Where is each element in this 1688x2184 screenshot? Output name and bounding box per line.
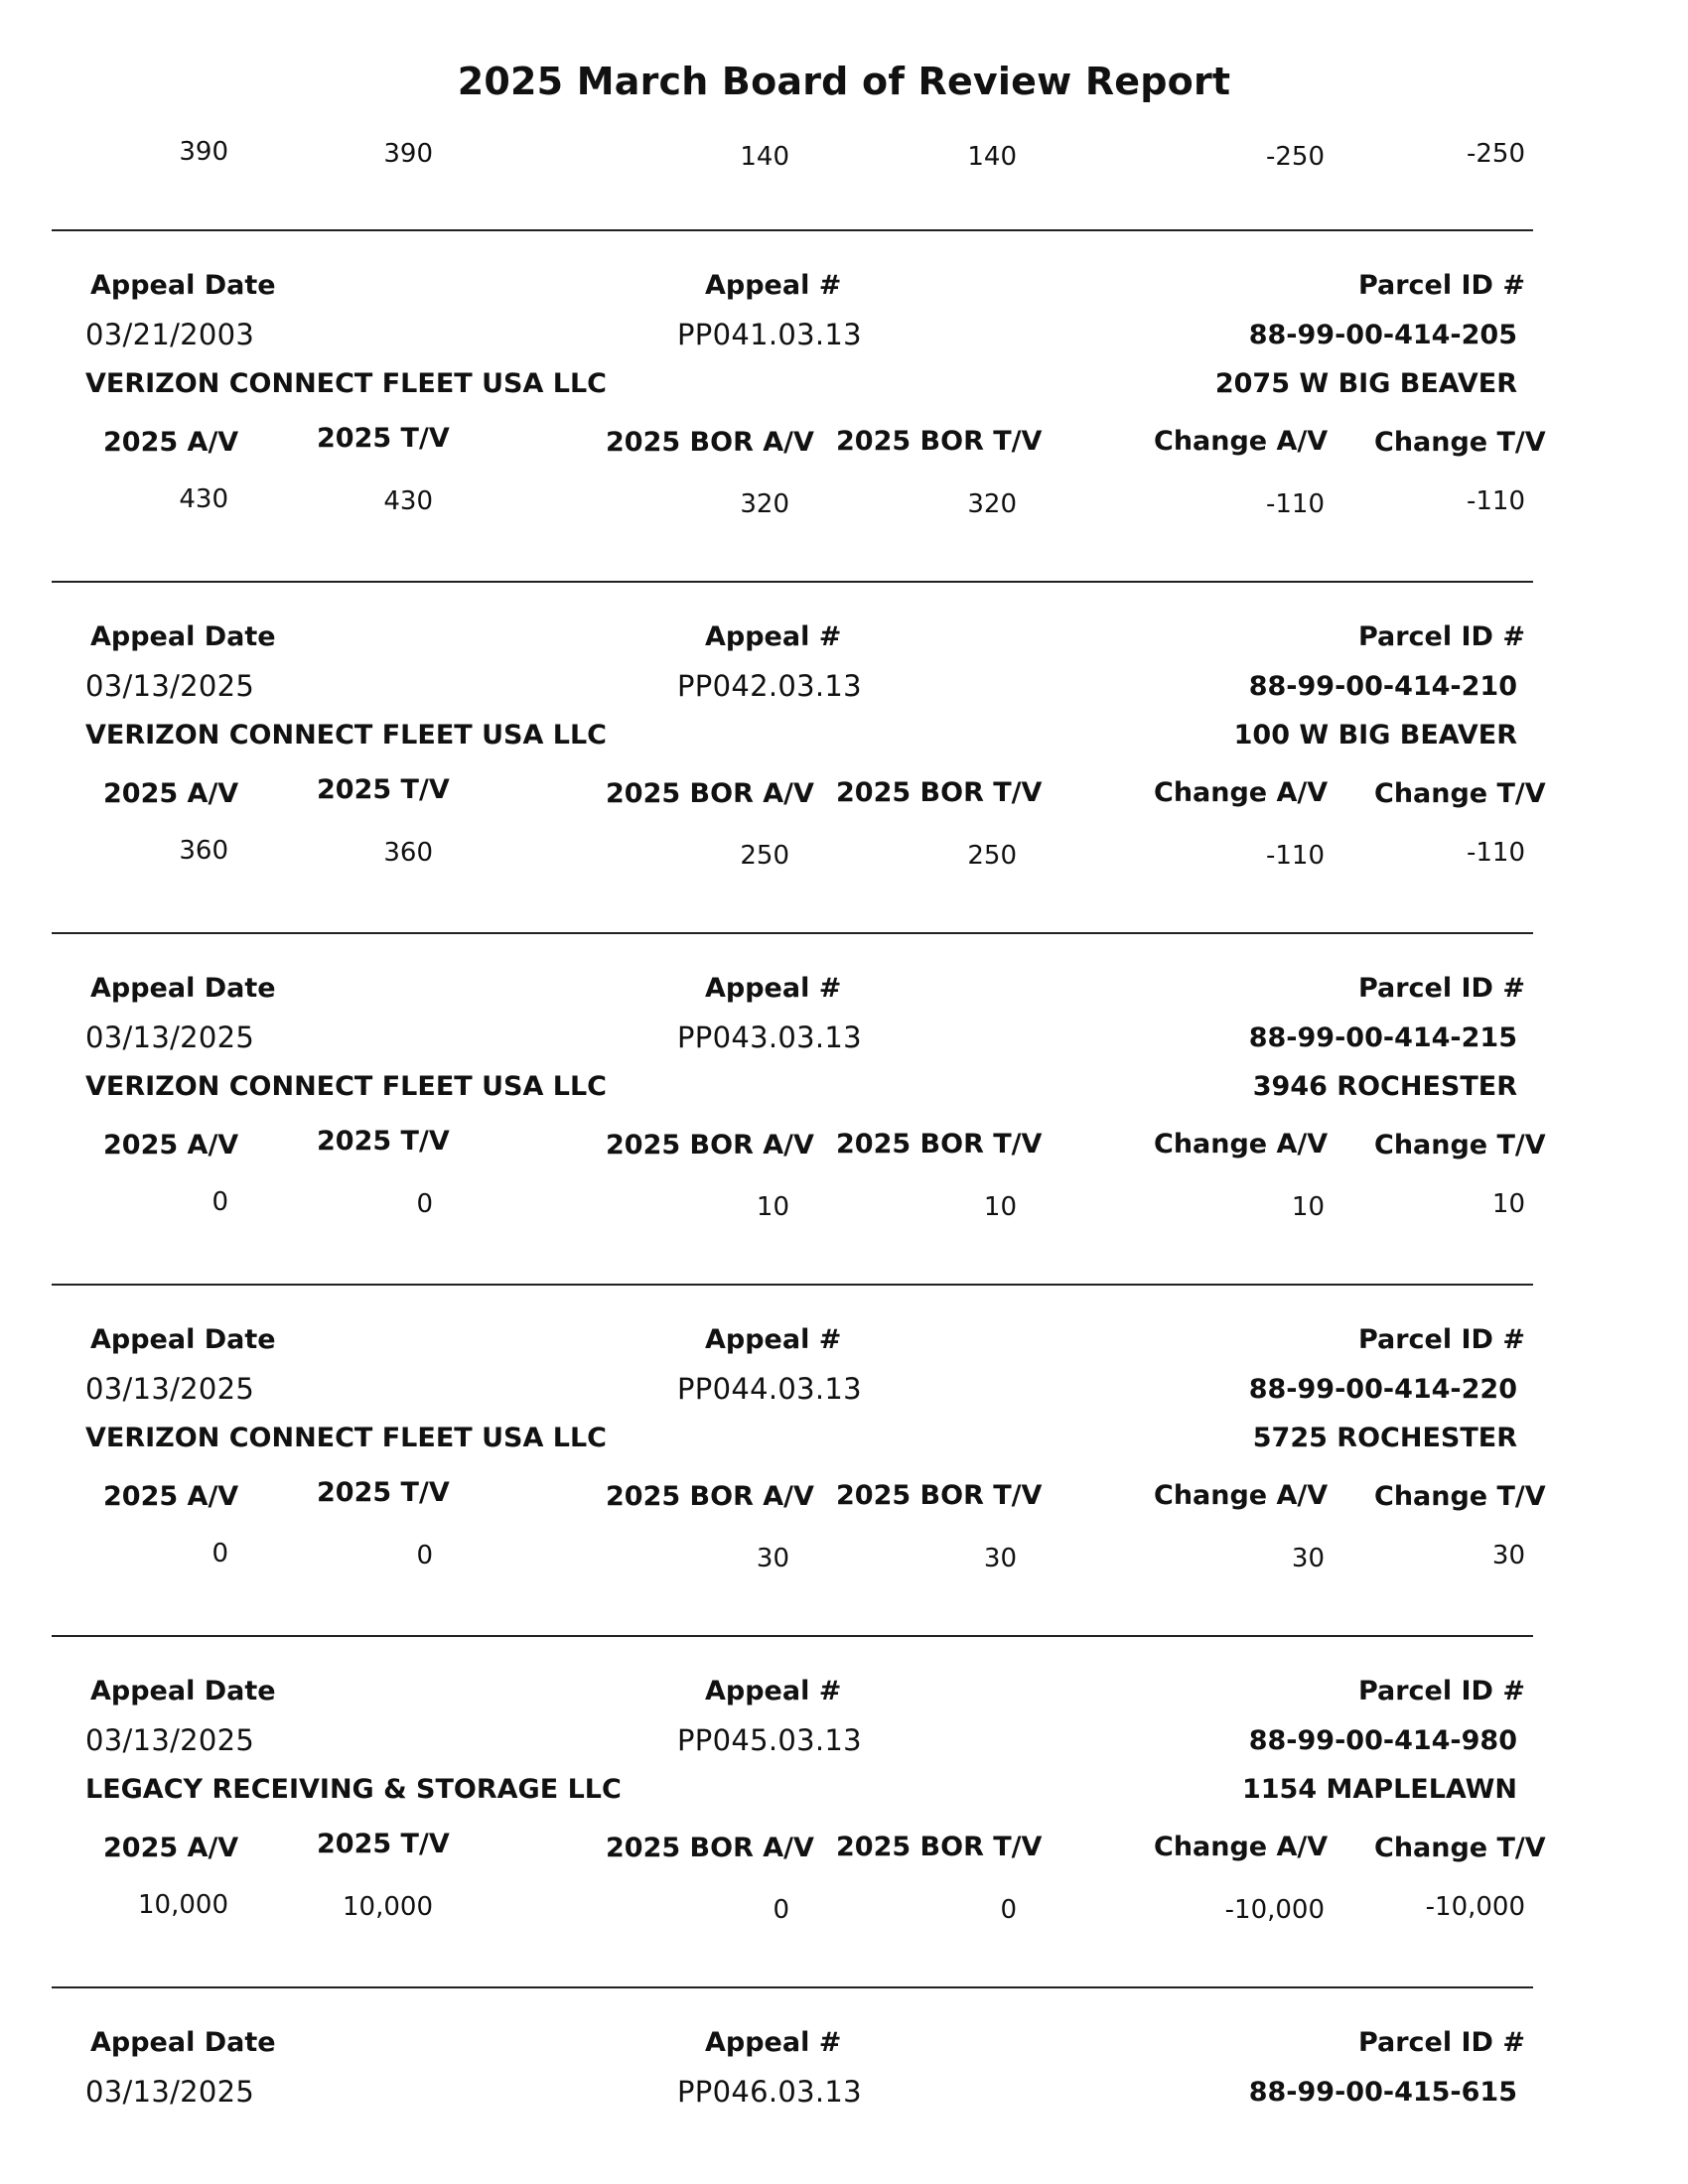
parcel-id-label: Parcel ID # [1357, 1324, 1525, 1355]
parcel-id-label: Parcel ID # [1357, 270, 1525, 301]
carryover-change-av: -250 [1265, 142, 1325, 172]
parcel-id: 88-99-00-414-215 [1248, 1023, 1517, 1053]
bor-av-value: 250 [740, 841, 789, 871]
bor-tv-label: 2025 BOR T/V [836, 426, 1043, 457]
change-av-value: 10 [1291, 1192, 1325, 1222]
appeal-number: PP044.03.13 [677, 1372, 862, 1406]
appeal-number-label: Appeal # [705, 1676, 842, 1706]
bor-tv-value: 250 [967, 841, 1017, 871]
carryover-change-tv: -250 [1466, 139, 1525, 169]
tv-value: 10,000 [343, 1892, 433, 1922]
bor-tv-label: 2025 BOR T/V [836, 1129, 1043, 1160]
bor-tv-label: 2025 BOR T/V [836, 777, 1043, 808]
appeal-date-label: Appeal Date [90, 270, 276, 301]
change-av-value: -110 [1265, 489, 1325, 519]
bor-av-label: 2025 BOR A/V [606, 1130, 814, 1160]
change-av-label: Change A/V [1154, 1480, 1329, 1511]
property-address: 1154 MAPLELAWN [1241, 1774, 1517, 1805]
tv-value: 0 [416, 1189, 433, 1219]
appeal-number-label: Appeal # [705, 1324, 842, 1355]
change-av-label: Change A/V [1154, 426, 1329, 457]
tv-label: 2025 T/V [317, 1477, 450, 1508]
section-divider [52, 932, 1533, 934]
tv-label: 2025 T/V [317, 774, 450, 805]
change-tv-label: Change T/V [1374, 778, 1546, 809]
change-tv-value: -110 [1466, 838, 1525, 868]
change-av-value: -10,000 [1224, 1895, 1325, 1925]
bor-tv-label: 2025 BOR T/V [836, 1480, 1043, 1511]
bor-av-label: 2025 BOR A/V [606, 1481, 814, 1512]
property-address: 3946 ROCHESTER [1252, 1071, 1517, 1102]
appeal-date-label: Appeal Date [90, 2027, 276, 2058]
appeal-date: 03/13/2025 [85, 1021, 255, 1054]
change-tv-value: -110 [1466, 486, 1525, 516]
section-divider [52, 1635, 1533, 1637]
owner-name: VERIZON CONNECT FLEET USA LLC [85, 368, 607, 399]
bor-av-value: 320 [740, 489, 789, 519]
parcel-id: 88-99-00-415-615 [1248, 2077, 1517, 2108]
section-divider [52, 1284, 1533, 1286]
property-address: 2075 W BIG BEAVER [1214, 368, 1517, 399]
change-tv-label: Change T/V [1374, 427, 1546, 458]
appeal-date: 03/21/2003 [85, 318, 255, 351]
av-value: 10,000 [138, 1890, 228, 1920]
change-av-label: Change A/V [1154, 777, 1329, 808]
av-label: 2025 A/V [103, 1481, 239, 1512]
av-label: 2025 A/V [103, 1833, 239, 1863]
section-divider [52, 1986, 1533, 1988]
appeal-number: PP045.03.13 [677, 1723, 862, 1757]
section-divider [52, 581, 1533, 583]
carryover-bor-av: 140 [740, 142, 789, 172]
appeal-number: PP043.03.13 [677, 1021, 862, 1054]
section-divider [52, 229, 1533, 231]
bor-tv-value: 30 [983, 1544, 1017, 1573]
owner-name: VERIZON CONNECT FLEET USA LLC [85, 1071, 607, 1102]
appeal-date: 03/13/2025 [85, 2075, 255, 2109]
change-av-value: -110 [1265, 841, 1325, 871]
bor-tv-value: 320 [967, 489, 1017, 519]
bor-av-label: 2025 BOR A/V [606, 1833, 814, 1863]
av-label: 2025 A/V [103, 1130, 239, 1160]
change-av-label: Change A/V [1154, 1832, 1329, 1862]
appeal-date-label: Appeal Date [90, 973, 276, 1004]
appeal-number-label: Appeal # [705, 2027, 842, 2058]
appeal-date-label: Appeal Date [90, 1324, 276, 1355]
tv-label: 2025 T/V [317, 1126, 450, 1157]
change-tv-value: -10,000 [1425, 1892, 1525, 1922]
av-label: 2025 A/V [103, 427, 239, 458]
av-value: 0 [211, 1539, 228, 1569]
appeal-number-label: Appeal # [705, 270, 842, 301]
parcel-id-label: Parcel ID # [1357, 2027, 1525, 2058]
parcel-id-label: Parcel ID # [1357, 973, 1525, 1004]
bor-tv-value: 10 [983, 1192, 1017, 1222]
report-title: 2025 March Board of Review Report [457, 60, 1231, 103]
property-address: 5725 ROCHESTER [1252, 1423, 1517, 1453]
tv-label: 2025 T/V [317, 1829, 450, 1859]
owner-name: LEGACY RECEIVING & STORAGE LLC [85, 1774, 622, 1805]
appeal-date: 03/13/2025 [85, 669, 255, 703]
av-value: 360 [179, 836, 228, 866]
change-tv-value: 10 [1491, 1189, 1525, 1219]
carryover-av: 390 [179, 137, 228, 167]
appeal-number: PP041.03.13 [677, 318, 862, 351]
change-tv-value: 30 [1491, 1541, 1525, 1570]
change-tv-label: Change T/V [1374, 1481, 1546, 1512]
tv-value: 430 [383, 486, 433, 516]
parcel-id: 88-99-00-414-980 [1248, 1725, 1517, 1756]
parcel-id: 88-99-00-414-205 [1248, 320, 1517, 350]
av-label: 2025 A/V [103, 778, 239, 809]
owner-name: VERIZON CONNECT FLEET USA LLC [85, 720, 607, 751]
tv-value: 0 [416, 1541, 433, 1570]
tv-label: 2025 T/V [317, 423, 450, 454]
change-av-label: Change A/V [1154, 1129, 1329, 1160]
bor-av-label: 2025 BOR A/V [606, 427, 814, 458]
change-tv-label: Change T/V [1374, 1833, 1546, 1863]
bor-av-label: 2025 BOR A/V [606, 778, 814, 809]
bor-av-value: 30 [756, 1544, 789, 1573]
property-address: 100 W BIG BEAVER [1233, 720, 1517, 751]
owner-name: VERIZON CONNECT FLEET USA LLC [85, 1423, 607, 1453]
parcel-id-label: Parcel ID # [1357, 1676, 1525, 1706]
parcel-id: 88-99-00-414-220 [1248, 1374, 1517, 1405]
av-value: 0 [211, 1187, 228, 1217]
appeal-date: 03/13/2025 [85, 1723, 255, 1757]
appeal-number: PP042.03.13 [677, 669, 862, 703]
appeal-date-label: Appeal Date [90, 621, 276, 652]
change-av-value: 30 [1291, 1544, 1325, 1573]
appeal-number: PP046.03.13 [677, 2075, 862, 2109]
tv-value: 360 [383, 838, 433, 868]
appeal-number-label: Appeal # [705, 973, 842, 1004]
bor-tv-value: 0 [1000, 1895, 1017, 1925]
carryover-bor-tv: 140 [967, 142, 1017, 172]
parcel-id: 88-99-00-414-210 [1248, 671, 1517, 702]
bor-av-value: 10 [756, 1192, 789, 1222]
change-tv-label: Change T/V [1374, 1130, 1546, 1160]
carryover-tv: 390 [383, 139, 433, 169]
parcel-id-label: Parcel ID # [1357, 621, 1525, 652]
appeal-date: 03/13/2025 [85, 1372, 255, 1406]
appeal-number-label: Appeal # [705, 621, 842, 652]
bor-av-value: 0 [773, 1895, 789, 1925]
av-value: 430 [179, 484, 228, 514]
appeal-date-label: Appeal Date [90, 1676, 276, 1706]
bor-tv-label: 2025 BOR T/V [836, 1832, 1043, 1862]
